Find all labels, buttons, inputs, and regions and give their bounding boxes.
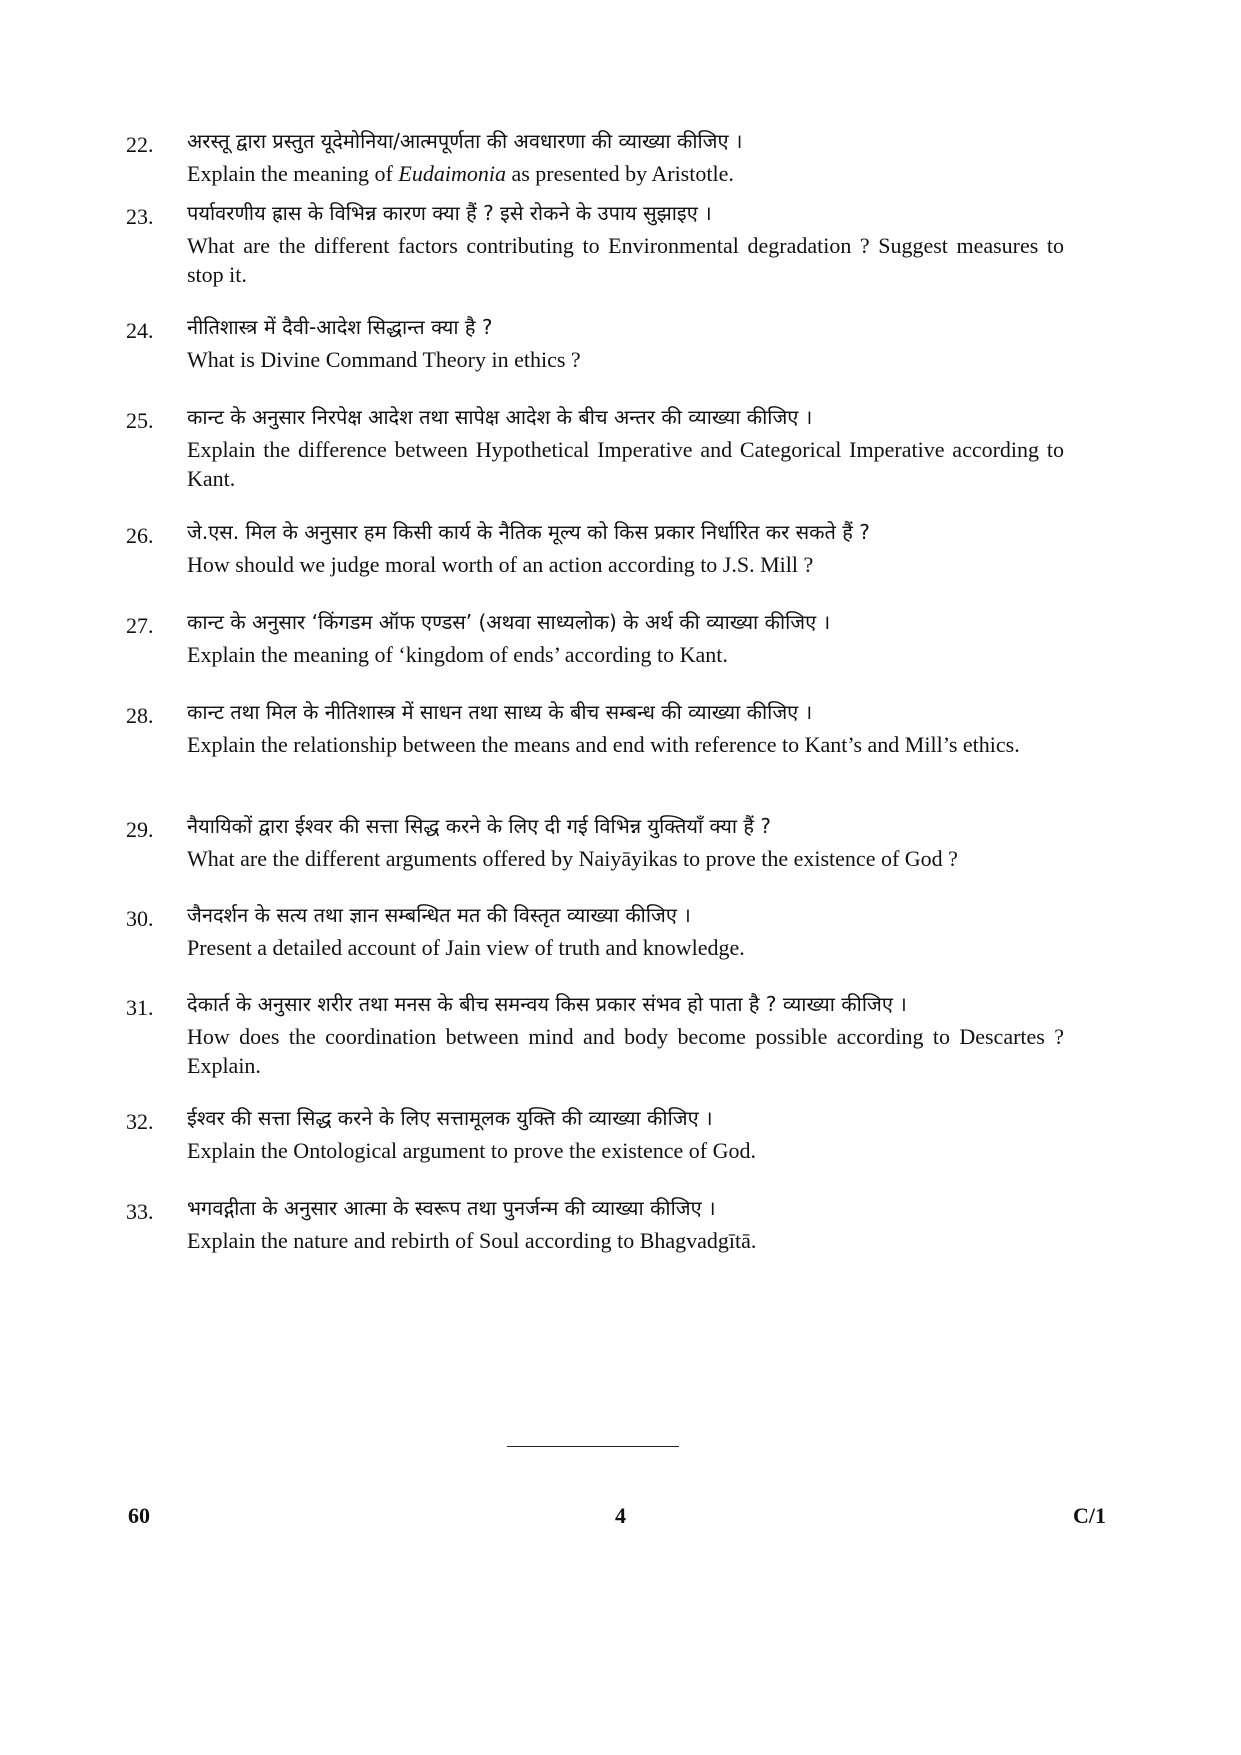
question-hindi: भगवद्गीता के अनुसार आत्मा के स्वरूप तथा पुनर्जन्म की व्याख्या कीजिए । xyxy=(187,1196,716,1220)
question-english: How does the coordination between mind and body become possible according to Descartes ? Explain. xyxy=(187,1024,1064,1078)
question-body xyxy=(187,607,1064,669)
question-english: Explain the meaning of ‘kingdom of ends’ according to Kant. xyxy=(187,642,728,667)
footer-set-code: C/1 xyxy=(1073,1503,1106,1528)
question-english: Explain the relationship between the means and end with reference to Kant’s and Mill’s ethics. xyxy=(187,732,1020,757)
question-hindi: देकार्त के अनुसार शरीर तथा मनस के बीच समन्वय किस प्रकार संभव हो पाता है ? व्याख्या कीजिए । xyxy=(187,992,907,1016)
question-hindi: नैयायिकों द्वारा ईश्वर की सत्ता सिद्ध करने के लिए दी गई विभिन्न युक्तियाँ क्या हैं ? xyxy=(187,814,771,838)
question-hindi: नीतिशास्त्र में दैवी-आदेश सिद्धान्त क्या है ? xyxy=(187,315,493,339)
footer-paper-code: 60 xyxy=(128,1503,150,1528)
question-number: 33. xyxy=(126,1199,154,1224)
question-english-text: as presented by Aristotle. xyxy=(505,161,734,186)
question-number: 23. xyxy=(126,204,154,229)
question-number: 28. xyxy=(126,703,154,728)
question-body xyxy=(187,198,1064,289)
question-body xyxy=(187,1103,1064,1165)
question-hindi: जे.एस. मिल के अनुसार हम किसी कार्य के नैतिक मूल्य को किस प्रकार निर्धारित कर सकते हैं ? xyxy=(187,520,870,544)
question-body xyxy=(187,989,1064,1080)
question-hindi: कान्ट के अनुसार ‘किंगडम ऑफ एण्डस’ (अथवा साध्यलोक) के अर्थ की व्याख्या कीजिए । xyxy=(187,610,831,634)
question-number: 22. xyxy=(126,132,154,157)
question-body xyxy=(187,402,1064,493)
footer-page-number: 4 xyxy=(615,1503,626,1528)
end-divider xyxy=(507,1446,679,1447)
question-hindi: ईश्वर की सत्ता सिद्ध करने के लिए सत्तामूलक युक्ति की व्याख्या कीजिए । xyxy=(187,1106,713,1130)
question-hindi: अरस्तू द्वारा प्रस्तुत यूदेमोनिया/आत्मपूर्णता की अवधारणा की व्याख्या कीजिए । xyxy=(187,129,743,153)
question-body xyxy=(187,900,1064,962)
question-body xyxy=(187,811,1064,873)
question-number: 30. xyxy=(126,906,154,931)
question-english: What are the different factors contributing to Environmental degradation ? Suggest measures to stop it. xyxy=(187,233,1064,287)
question-number: 29. xyxy=(126,817,154,842)
question-english: How should we judge moral worth of an action according to J.S. Mill ? xyxy=(187,552,814,577)
question-number: 31. xyxy=(126,995,154,1020)
question-number: 26. xyxy=(126,523,154,548)
question-number: 27. xyxy=(126,613,154,638)
question-english: Explain the difference between Hypothetical Imperative and Categorical Imperative according to Kant. xyxy=(187,437,1064,491)
question-english-italic: Eudaimonia xyxy=(398,161,506,186)
question-english: What are the different arguments offered by Naiyāyikas to prove the existence of God ? xyxy=(187,846,958,871)
question-body xyxy=(187,312,1064,374)
question-body xyxy=(187,697,1064,759)
question-body xyxy=(187,126,1064,188)
question-number: 32. xyxy=(126,1109,154,1134)
question-hindi: पर्यावरणीय ह्रास के विभिन्न कारण क्या हैं ? इसे रोकने के उपाय सुझाइए । xyxy=(187,201,712,225)
question-hindi: कान्ट के अनुसार निरपेक्ष आदेश तथा सापेक्ष आदेश के बीच अन्तर की व्याख्या कीजिए । xyxy=(187,405,813,429)
question-english: Present a detailed account of Jain view of truth and knowledge. xyxy=(187,935,745,960)
question-hindi: कान्ट तथा मिल के नीतिशास्त्र में साधन तथा साध्य के बीच सम्बन्ध की व्याख्या कीजिए । xyxy=(187,700,813,724)
question-english: Explain the nature and rebirth of Soul according to Bhagvadgītā. xyxy=(187,1228,757,1253)
question-english: Explain the Ontological argument to prove the existence of God. xyxy=(187,1138,756,1163)
question-english-text: Explain the meaning of xyxy=(187,161,399,186)
question-number: 24. xyxy=(126,318,154,343)
question-english: What is Divine Command Theory in ethics ? xyxy=(187,347,581,372)
question-number: 25. xyxy=(126,408,154,433)
question-hindi: जैनदर्शन के सत्य तथा ज्ञान सम्बन्धित मत की विस्तृत व्याख्या कीजिए । xyxy=(187,903,691,927)
question-body xyxy=(187,517,1064,579)
question-english xyxy=(187,159,1064,188)
question-body xyxy=(187,1193,1064,1255)
